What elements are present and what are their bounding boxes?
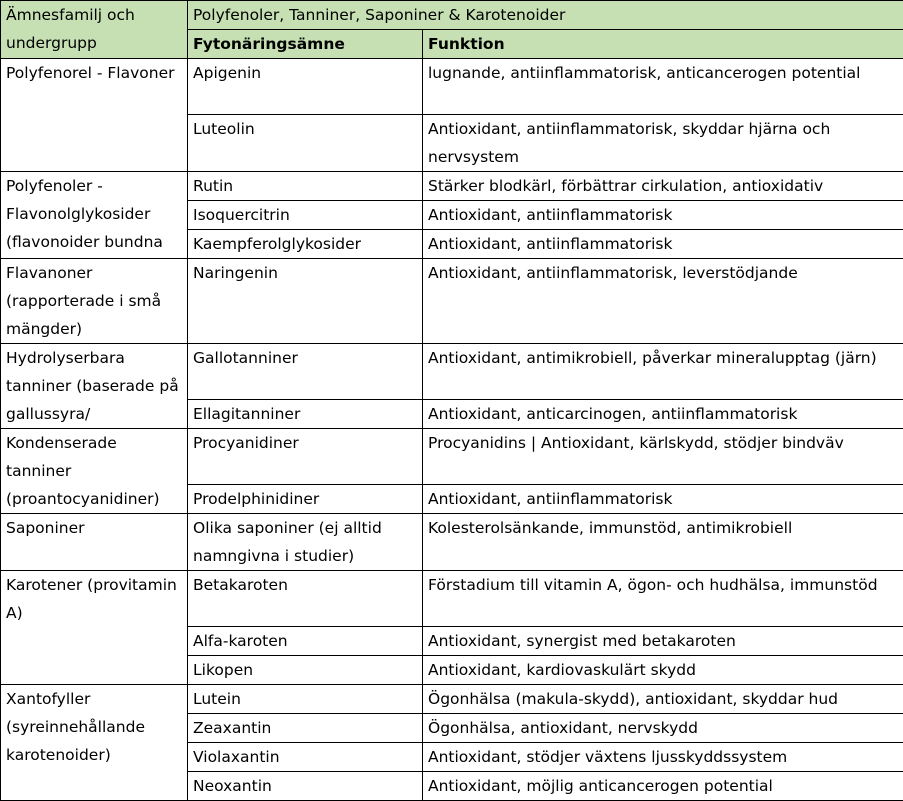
function-cell: Antioxidant, antimikrobiell, påverkar mineralupptag (järn) xyxy=(423,344,903,400)
header-group-label: Ämnesfamilj och undergrupp xyxy=(1,1,188,59)
nutrient-cell: Likopen xyxy=(188,656,423,685)
function-cell: Antioxidant, stödjer växtens ljusskyddssystem xyxy=(423,743,903,772)
nutrient-cell: Apigenin xyxy=(188,59,423,115)
nutrient-cell: Alfa-karoten xyxy=(188,627,423,656)
nutrient-cell: Zeaxantin xyxy=(188,714,423,743)
nutrient-cell: Kaempferolglykosider xyxy=(188,230,423,259)
group-name-cell: Hydrolyserbara tanniner (baserade på gallussyra/ xyxy=(1,344,188,429)
function-cell: lugnande, antiinflammatorisk, anticancerogen potential xyxy=(423,59,903,115)
function-cell: Kolesterolsänkande, immunstöd, antimikrobiell xyxy=(423,514,903,571)
nutrient-cell: Prodelphinidiner xyxy=(188,485,423,514)
function-cell: Procyanidins | Antioxidant, kärlskydd, stödjer bindväv xyxy=(423,429,903,485)
function-cell: Antioxidant, antiinflammatorisk xyxy=(423,201,903,230)
nutrient-cell: Luteolin xyxy=(188,115,423,172)
nutrient-cell: Violaxantin xyxy=(188,743,423,772)
group-name-cell: Kondenserade tanniner (proantocyanidiner) xyxy=(1,429,188,514)
function-cell: Antioxidant, anticarcinogen, antiinflammatorisk xyxy=(423,400,903,429)
table-row xyxy=(1,172,903,201)
column-header-function: Funktion xyxy=(423,30,903,59)
table-row xyxy=(1,571,903,627)
nutrient-cell: Procyanidiner xyxy=(188,429,423,485)
function-cell: Stärker blodkärl, förbättrar cirkulation, antioxidativ xyxy=(423,172,903,201)
nutrient-cell: Gallotanniner xyxy=(188,344,423,400)
table-title: Polyfenoler, Tanniner, Saponiner & Karotenoider xyxy=(188,1,903,30)
function-cell: Antioxidant, möjlig anticancerogen potential xyxy=(423,772,903,801)
nutrient-cell: Naringenin xyxy=(188,259,423,344)
nutrient-cell: Neoxantin xyxy=(188,772,423,801)
table-row xyxy=(1,59,903,115)
function-cell: Ögonhälsa, antioxidant, nervskydd xyxy=(423,714,903,743)
group-name-cell: Karotener (provitamin A) xyxy=(1,571,188,685)
header-row-title xyxy=(1,1,903,30)
nutrient-cell: Ellagitanniner xyxy=(188,400,423,429)
group-name-cell: Saponiner xyxy=(1,514,188,571)
function-cell: Förstadium till vitamin A, ögon- och hudhälsa, immunstöd xyxy=(423,571,903,627)
table-row xyxy=(1,685,903,714)
column-header-nutrient: Fytonäringsämne xyxy=(188,30,423,59)
function-cell: Ögonhälsa (makula-skydd), antioxidant, skyddar hud xyxy=(423,685,903,714)
table-row xyxy=(1,429,903,485)
function-cell: Antioxidant, kardiovaskulärt skydd xyxy=(423,656,903,685)
group-name-cell: Polyfenoler - Flavonolglykosider (flavonoider bundna xyxy=(1,172,188,259)
group-name-cell: Xantofyller (syreinnehållande karotenoider) xyxy=(1,685,188,801)
nutrient-cell: Olika saponiner (ej alltid namngivna i studier) xyxy=(188,514,423,571)
nutrient-cell: Isoquercitrin xyxy=(188,201,423,230)
nutrient-cell: Betakaroten xyxy=(188,571,423,627)
function-cell: Antioxidant, antiinflammatorisk, skyddar hjärna och nervsystem xyxy=(423,115,903,172)
function-cell: Antioxidant, antiinflammatorisk xyxy=(423,485,903,514)
nutrient-cell: Lutein xyxy=(188,685,423,714)
nutrient-cell: Rutin xyxy=(188,172,423,201)
table-row xyxy=(1,259,903,344)
group-name-cell: Polyfenorel - Flavoner xyxy=(1,59,188,172)
function-cell: Antioxidant, antiinflammatorisk xyxy=(423,230,903,259)
function-cell: Antioxidant, synergist med betakaroten xyxy=(423,627,903,656)
function-cell: Antioxidant, antiinflammatorisk, leverstödjande xyxy=(423,259,903,344)
table-row xyxy=(1,514,903,571)
group-name-cell: Flavanoner (rapporterade i små mängder) xyxy=(1,259,188,344)
table-row xyxy=(1,344,903,400)
